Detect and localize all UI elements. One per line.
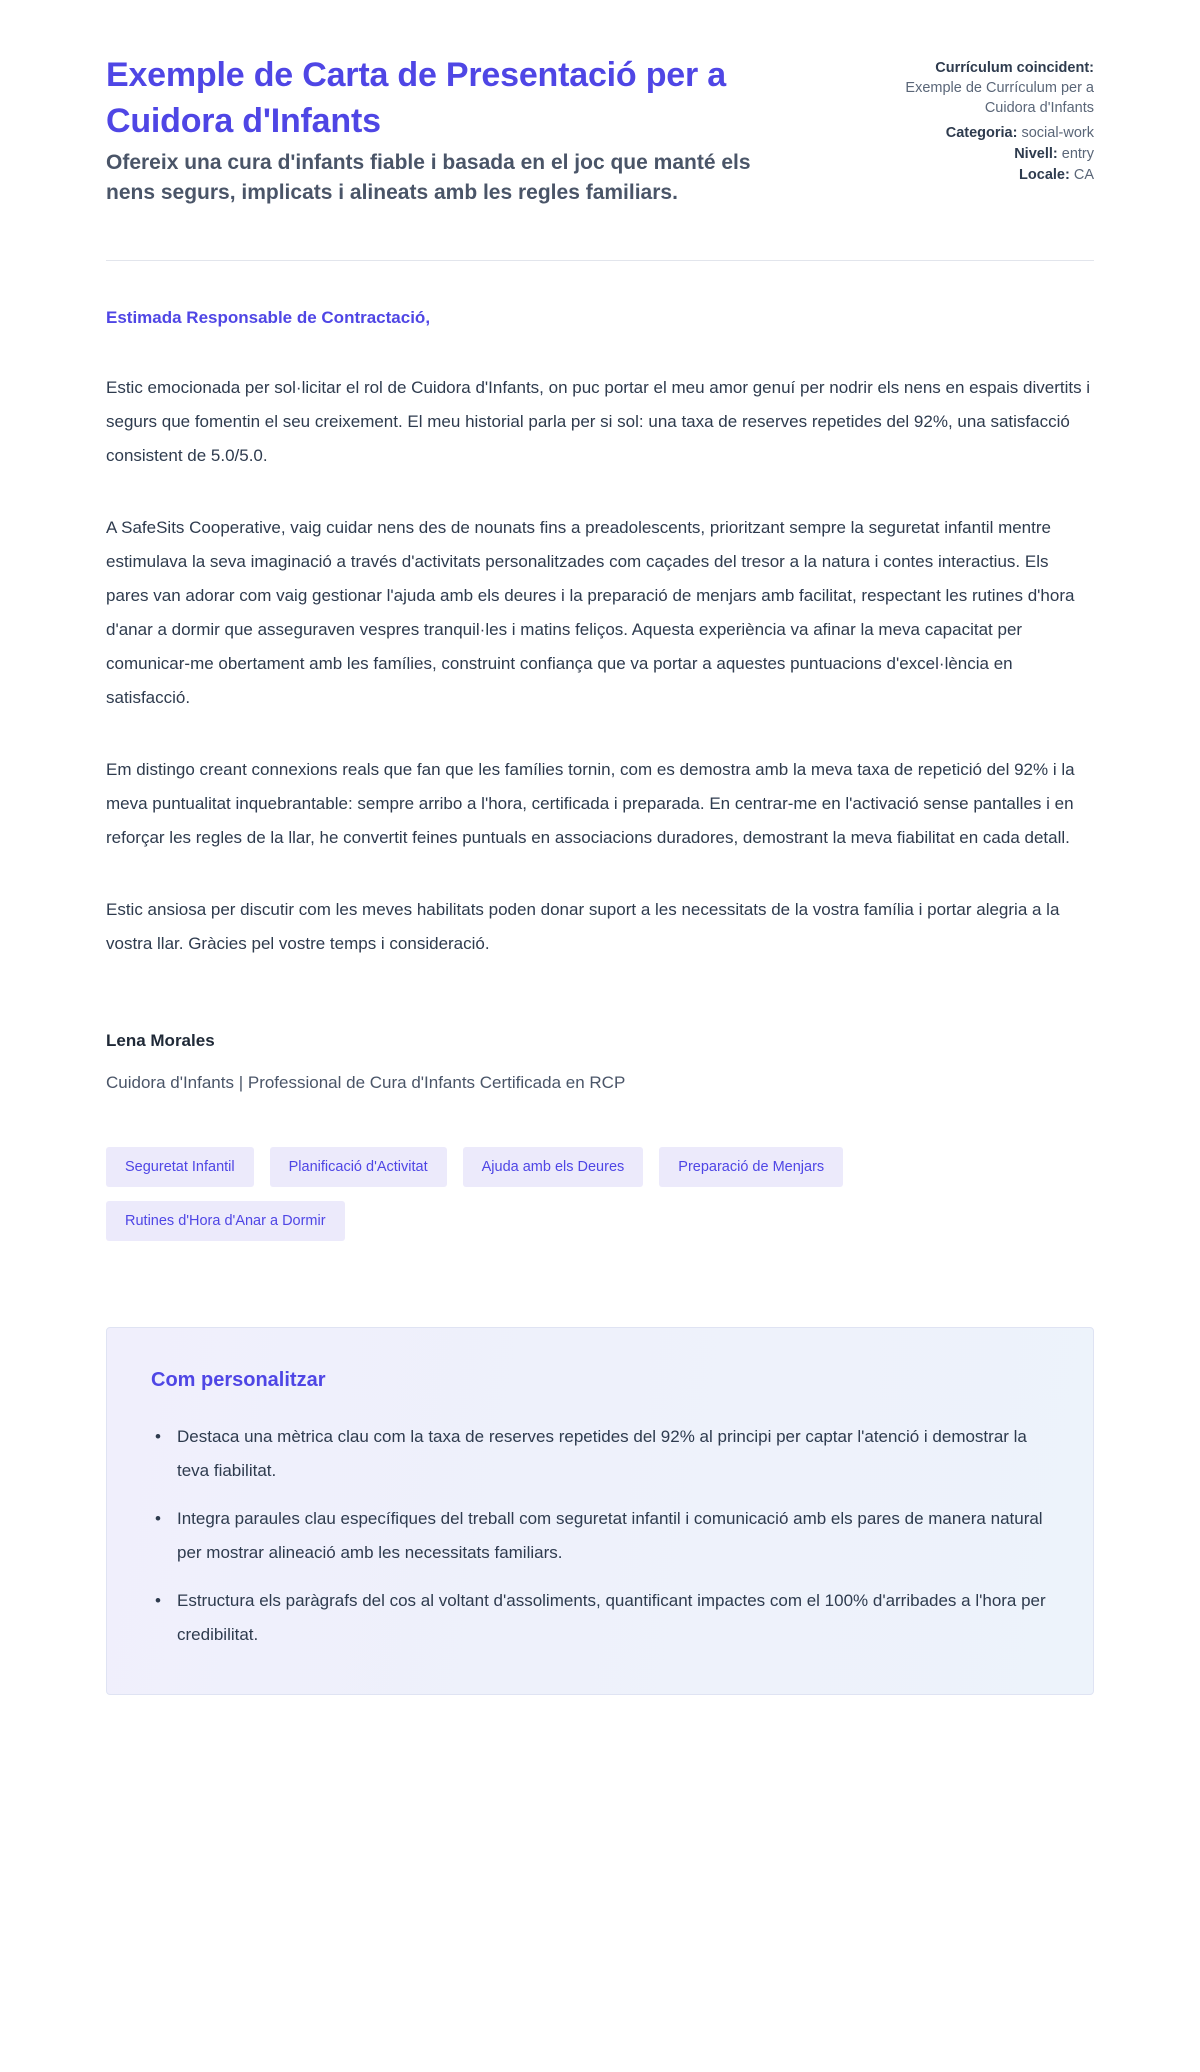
meta-category-label: Categoria: — [945, 125, 1018, 141]
letter-salutation: Estimada Responsable de Contractació, — [106, 308, 431, 327]
callout-tip-item: • Integra paraules clau específiques del treball com seguretat infantil i comunicació amb els pares de manera natural per mostrar alineació amb les necessitats familiars. — [177, 1502, 1049, 1570]
page-header — [106, 52, 1094, 208]
signature-block — [106, 1027, 1094, 1097]
meta-locale — [854, 165, 1094, 185]
letter-paragraph: Estic ansiosa per discutir com les meves habilitats poden donar suport a les necessitats de la vostra família i portar alegria a la vostra llar. Gràcies pel vostre temps i consideració. — [106, 900, 1060, 953]
customization-callout — [106, 1327, 1094, 1695]
letter-paragraph: A SafeSits Cooperative, vaig cuidar nens des de nounats fins a preadolescents, prioritzant sempre la seguretat infantil mentre estimulava la seva imaginació a través d'activitats personalitzades com caçades del tresor a la natura i contes interactius. Els pares van adorar com vaig gestionar l'ajuda amb els deures i la preparació de menjars amb facilitat, respectant les rutines d'hora d'anar a dormir que asseguraven vespres tranquil·les i matins feliços. Aquesta experiència va afinar la meva capacitat per comunicar-me obertament amb les famílies, construint confiança que va portar a aquestes puntuacions d'excel·lència en satisfacció. — [106, 518, 1075, 707]
skill-tag[interactable]: Seguretat Infantil — [106, 1147, 254, 1187]
meta-category-value: social-work — [1021, 125, 1094, 141]
skill-tag[interactable]: Preparació de Menjars — [659, 1147, 843, 1187]
callout-title: Com personalitzar — [151, 1369, 326, 1391]
meta-level-label: Nivell: — [1014, 146, 1058, 162]
page-title: Exemple de Carta de Presentació per a Cuidora d'Infants — [106, 56, 726, 140]
meta-locale-value: CA — [1073, 167, 1094, 183]
letter-body — [106, 261, 1094, 1241]
meta-locale-label: Locale: — [1019, 167, 1070, 183]
meta-level-value: entry — [1061, 146, 1094, 162]
meta-resume-label: Currículum coincident: — [935, 60, 1094, 76]
meta-level — [854, 144, 1094, 164]
signature-role: Cuidora d'Infants | Professional de Cura d'Infants Certificada en RCP — [106, 1073, 626, 1092]
meta-matching-resume — [854, 58, 1094, 118]
skill-tag[interactable]: Ajuda amb els Deures — [463, 1147, 644, 1187]
letter-paragraph: Em distingo creant connexions reals que fan que les famílies tornin, com es demostra amb la meva taxa de repetició del 92% i la meva puntualitat inquebrantable: sempre arribo a l'hora, certificada i preparada. En centrar-me en l'activació sense pantalles i en reforçar les regles de la llar, he convertit feines puntuals en associacions duradores, demostrant la meva fiabilitat en cada detall. — [106, 760, 1075, 847]
callout-tip-item: • Estructura els paràgrafs del cos al voltant d'assoliments, quantificant impactes com el 100% d'arribades a l'hora per credibilitat. — [177, 1584, 1049, 1652]
skill-tag-list — [106, 1147, 1006, 1241]
letter-paragraph: Estic emocionada per sol·licitar el rol de Cuidora d'Infants, on puc portar el meu amor genuí per nodrir els nens en espais divertits i segurs que fomentin el seu creixement. El meu historial parla per si sol: una taxa de reserves repetides del 92%, una satisfacció consistent de 5.0/5.0. — [106, 378, 1091, 465]
page-subtitle: Ofereix una cura d'infants fiable i basada en el joc que manté els nens segurs, implicats i alineats amb les regles familiars. — [106, 151, 751, 204]
document-metadata — [854, 52, 1094, 186]
signature-name: Lena Morales — [106, 1031, 215, 1050]
meta-category — [854, 123, 1094, 143]
callout-tip-item: • Destaca una mètrica clau com la taxa de reserves repetides del 92% al principi per captar l'atenció i demostrar la teva fiabilitat. — [177, 1420, 1049, 1488]
skill-tag[interactable]: Rutines d'Hora d'Anar a Dormir — [106, 1201, 345, 1241]
header-title-block — [106, 52, 778, 208]
meta-resume-value: Exemple de Currículum per a Cuidora d'Infants — [905, 80, 1094, 116]
skill-tag[interactable]: Planificació d'Activitat — [270, 1147, 447, 1187]
callout-tip-list — [151, 1420, 1049, 1652]
